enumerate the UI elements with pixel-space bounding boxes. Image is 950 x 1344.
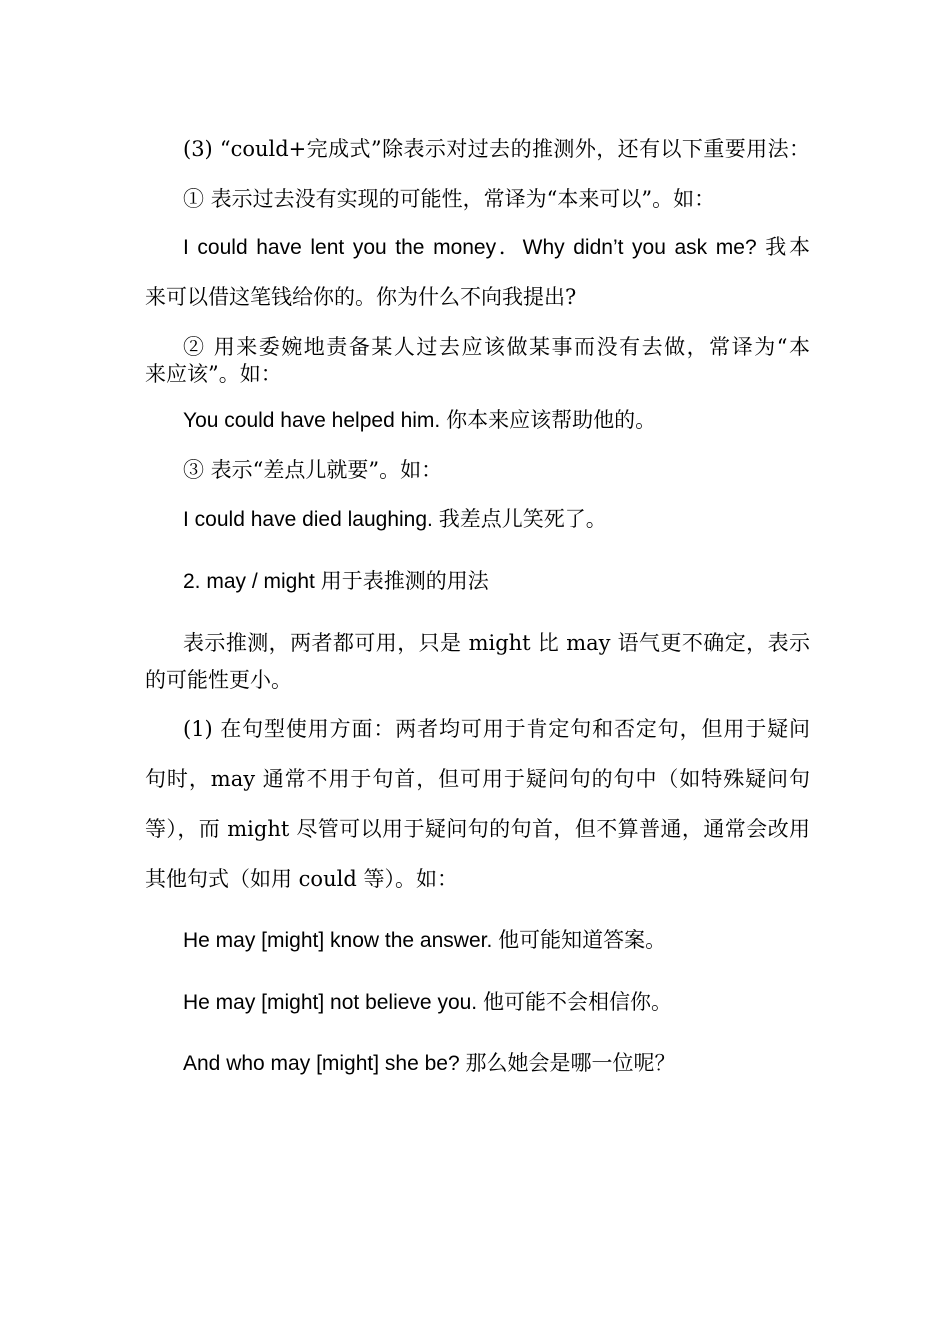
sentence-type-paragraph-line-1: (1) 在句型使用方面：两者均可用于肯定句和否定句，但用于疑问 — [183, 717, 810, 741]
example-died-laughing: I could have died laughing. 我差点儿笑死了。 — [183, 508, 607, 531]
example-know-answer: He may [might] know the answer. 他可能知道答案。 — [183, 929, 667, 952]
usage-1-heading: ① 表示过去没有实现的可能性，常译为“本来可以”。如： — [183, 187, 716, 211]
example-lent-money-line-2: 来可以借这笔钱给你的。你为什么不向我提出? — [145, 285, 577, 309]
usage-2-heading-line-2: 来应该”。如： — [145, 362, 282, 386]
speculation-paragraph-line-2: 的可能性更小。 — [145, 668, 292, 692]
usage-2-heading-line-1: ② 用来委婉地责备某人过去应该做某事而没有去做，常译为“本 — [183, 335, 810, 359]
example-helped-him: You could have helped him. 你本来应该帮助他的。 — [183, 409, 657, 432]
example-lent-money-line-1: I could have lent you the money．Why didn’t you ask me? 我本 — [183, 236, 810, 259]
paragraph-3-could-perfect: (3) “could+完成式”除表示对过去的推测外，还有以下重要用法： — [183, 137, 810, 161]
example-who-she-be: And who may [might] she be? 那么她会是哪一位呢？ — [183, 1052, 676, 1075]
sentence-type-paragraph-line-3: 等），而 might 尽管可以用于疑问句的句首，但不算普通，通常会改用 — [145, 817, 810, 841]
speculation-paragraph-line-1: 表示推测，两者都可用，只是 might 比 may 语气更不确定，表示 — [183, 631, 810, 655]
sentence-type-paragraph-line-2: 句时，may 通常不用于句首，但可用于疑问句的句中（如特殊疑问句 — [145, 767, 810, 791]
section-2-heading: 2. may / might 用于表推测的用法 — [183, 570, 489, 593]
example-not-believe: He may [might] not believe you. 他可能不会相信你。 — [183, 991, 672, 1014]
usage-3-heading: ③ 表示“差点儿就要”。如： — [183, 458, 443, 482]
sentence-type-paragraph-line-4: 其他句式（如用 could 等）。如： — [145, 867, 458, 891]
